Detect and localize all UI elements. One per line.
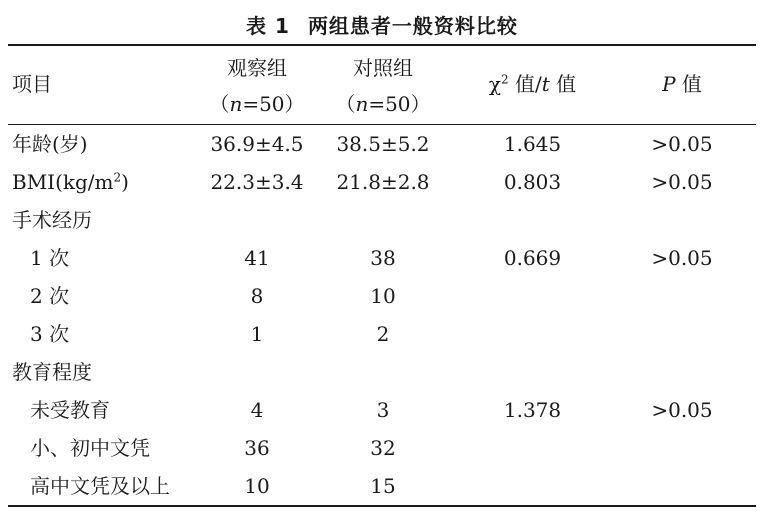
header-rule xyxy=(8,124,756,125)
top-rule xyxy=(8,44,756,46)
header-group1-n: （n=50） xyxy=(209,92,305,116)
row-age-obs: 36.9±4.5 xyxy=(210,132,304,156)
header-p: P 值 xyxy=(662,72,702,96)
row-edu-primary-obs: 36 xyxy=(244,436,270,460)
table-caption xyxy=(0,10,764,39)
row-bmi-stat: 0.803 xyxy=(503,170,562,194)
row-edu-primary-ctrl: 32 xyxy=(370,436,396,460)
row-surgery-2-ctrl: 10 xyxy=(370,284,396,308)
header-group2-name: 对照组 xyxy=(353,56,413,80)
row-age-label: 年龄(岁) xyxy=(12,132,88,156)
row-education-label: 教育程度 xyxy=(12,360,92,384)
row-age-p: >0.05 xyxy=(651,132,713,156)
row-bmi-ctrl: 21.8±2.8 xyxy=(336,170,430,194)
row-surgery-3-ctrl: 2 xyxy=(376,322,390,346)
row-edu-none-ctrl: 3 xyxy=(376,398,390,422)
row-edu-none-label: 未受教育 xyxy=(30,398,110,422)
row-bmi-obs: 22.3±3.4 xyxy=(210,170,304,194)
row-edu-high-obs: 10 xyxy=(244,474,270,498)
header-group1-name: 观察组 xyxy=(227,56,287,80)
row-edu-primary-label: 小、初中文凭 xyxy=(30,436,150,460)
row-education-stat: 1.378 xyxy=(503,398,562,422)
header-stat: $\chi^2$ 值/t 值 xyxy=(488,72,577,96)
row-surgery-1-ctrl: 38 xyxy=(370,246,396,270)
row-surgery-3-obs: 1 xyxy=(250,322,264,346)
header-item: 项目 xyxy=(12,72,52,96)
row-surgery-2-label: 2 次 xyxy=(30,284,70,308)
row-surgery-label: 手术经历 xyxy=(12,208,92,232)
row-age-ctrl: 38.5±5.2 xyxy=(336,132,430,156)
row-surgery-1-label: 1 次 xyxy=(30,246,70,270)
row-surgery-3-label: 3 次 xyxy=(30,322,70,346)
row-edu-high-ctrl: 15 xyxy=(370,474,396,498)
row-education-p: >0.05 xyxy=(651,398,713,422)
table-number: 表 1 xyxy=(246,14,290,38)
row-surgery-2-obs: 8 xyxy=(250,284,264,308)
row-bmi-p: >0.05 xyxy=(651,170,713,194)
row-surgery-stat: 0.669 xyxy=(503,246,562,270)
table-title: 两组患者一般资料比较 xyxy=(307,14,518,38)
row-surgery-1-obs: 41 xyxy=(244,246,270,270)
header-group2-n: （n=50） xyxy=(335,92,431,116)
row-edu-none-obs: 4 xyxy=(250,398,264,422)
row-bmi-label: $BMI(kg/m^2)$ xyxy=(12,170,129,194)
bottom-rule xyxy=(8,505,756,507)
row-age-stat: 1.645 xyxy=(503,132,562,156)
row-edu-high-label: 高中文凭及以上 xyxy=(30,474,170,498)
row-surgery-p: >0.05 xyxy=(651,246,713,270)
